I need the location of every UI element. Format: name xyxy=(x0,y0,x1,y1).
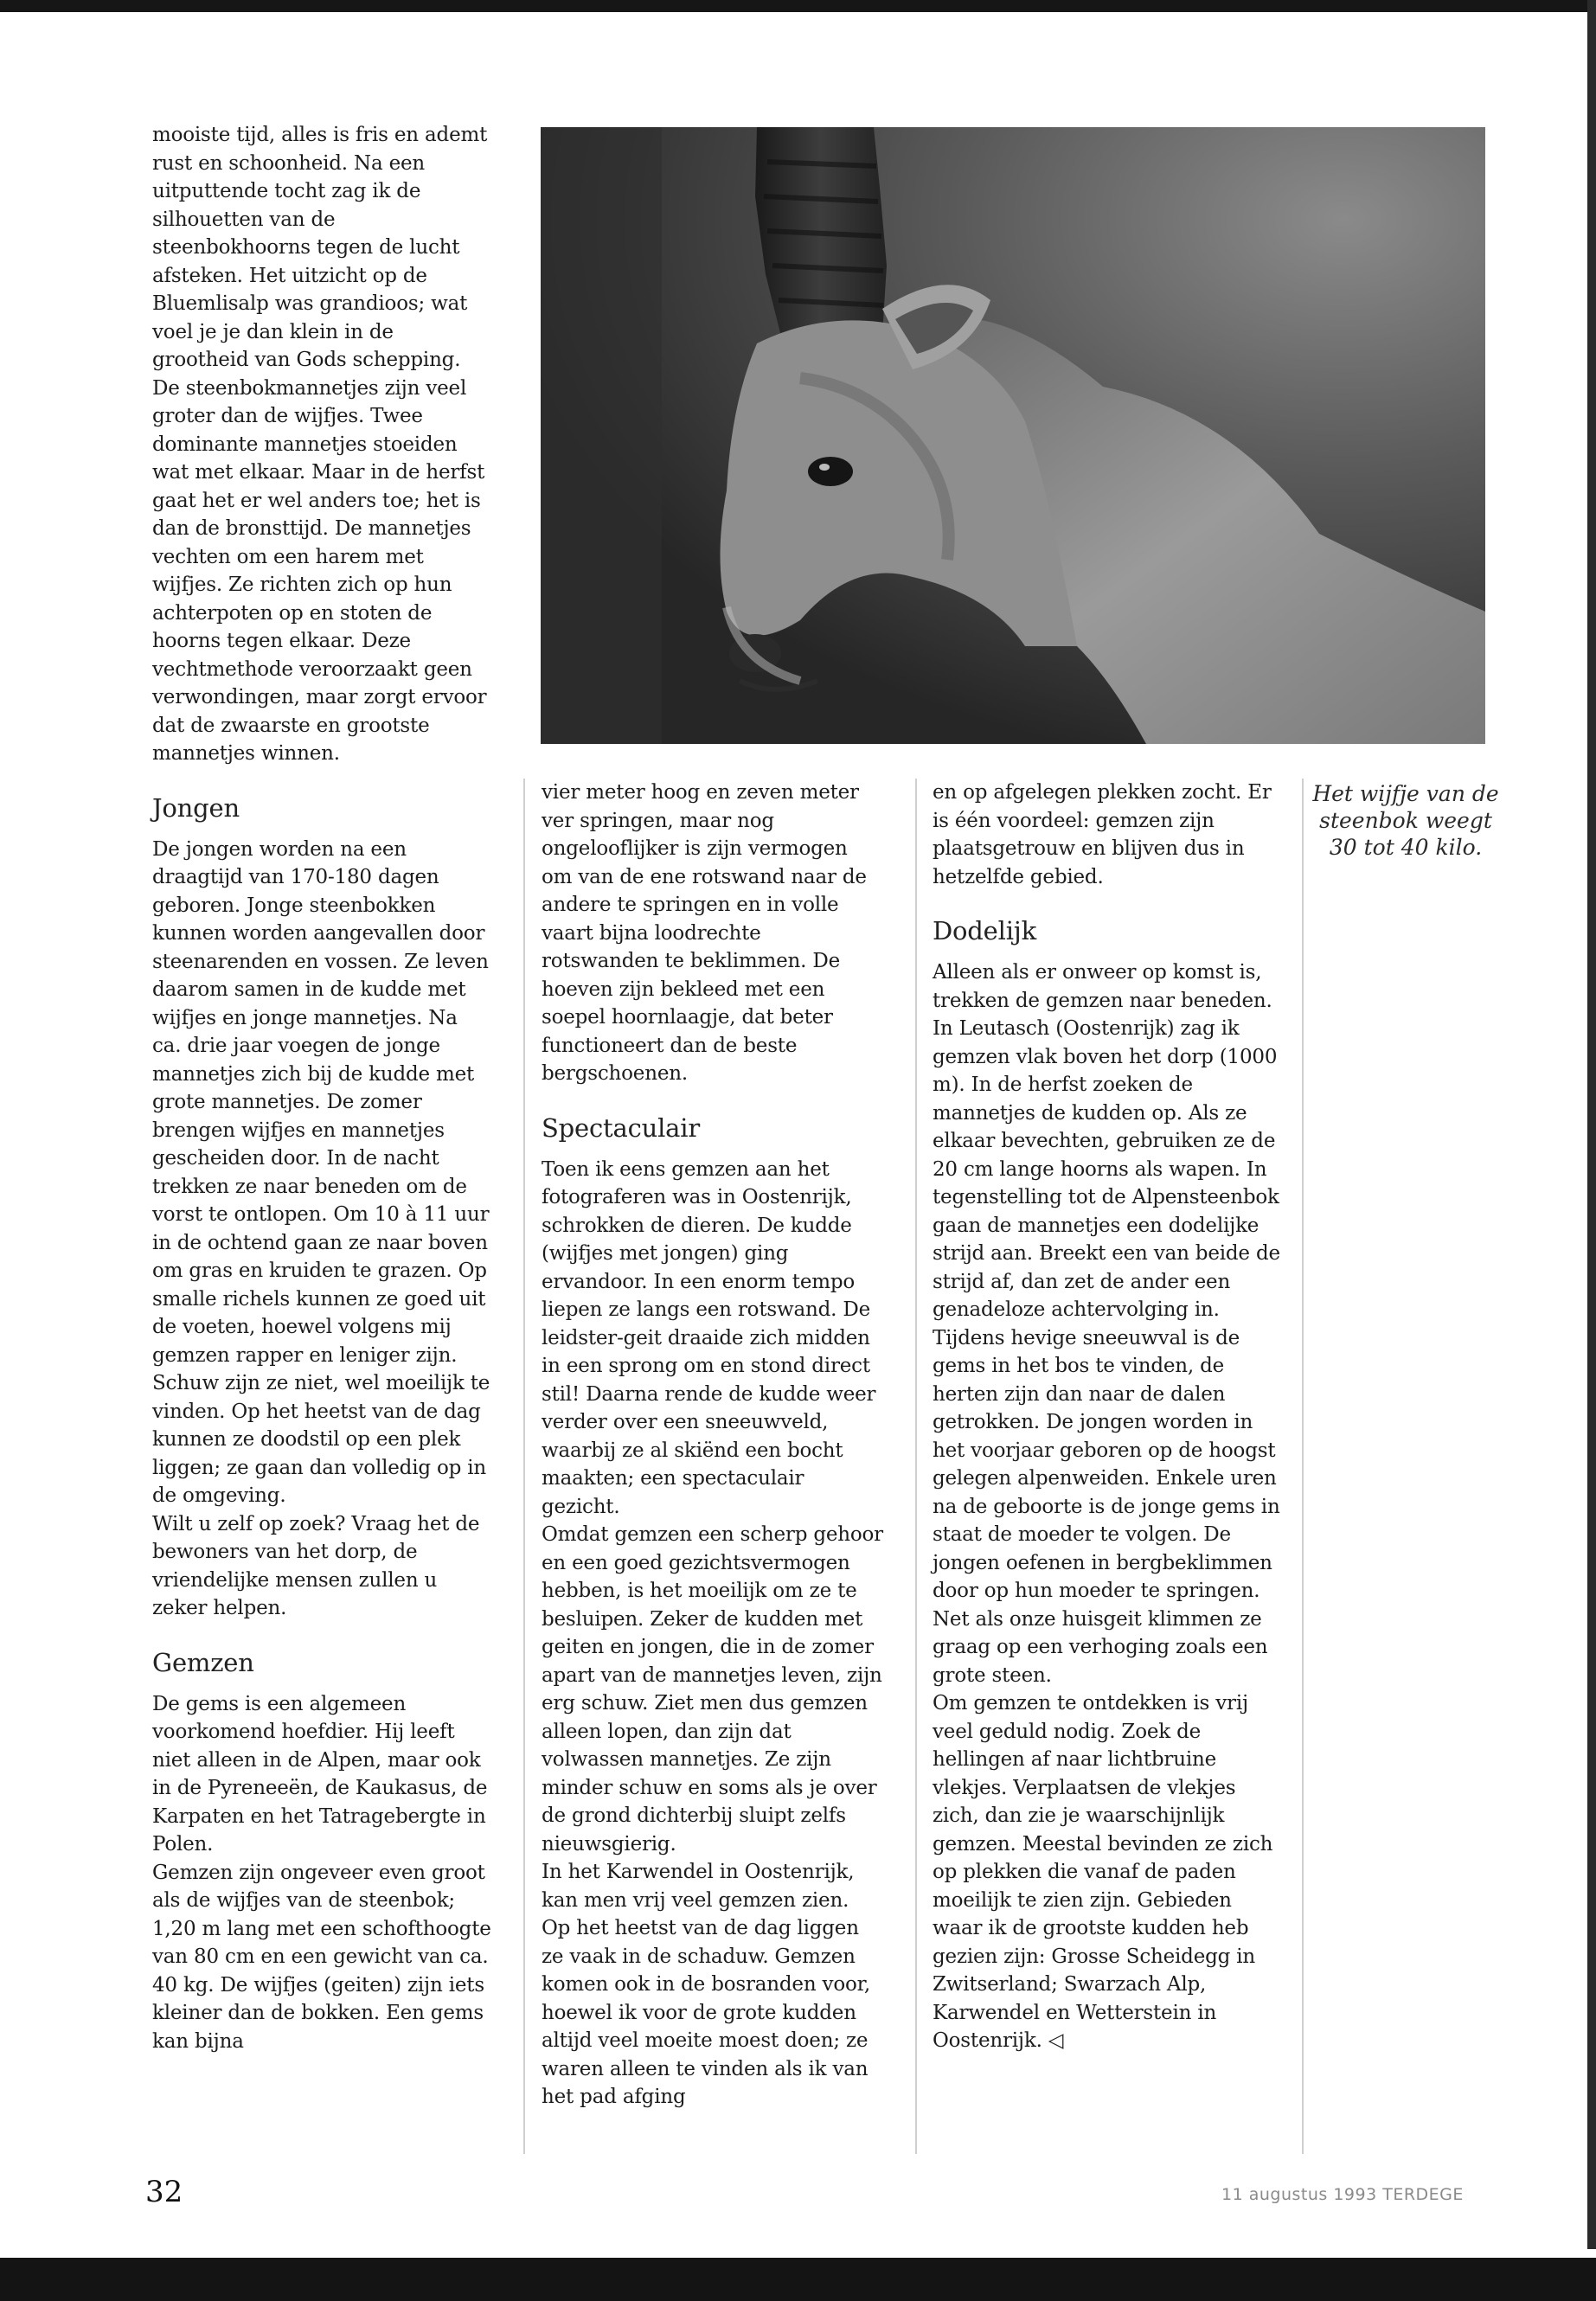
column-divider xyxy=(915,779,917,2154)
paragraph: Tijdens hevige sneeuwval is de gems in het bos te vinden, de herten zijn dan naar de dalen getrokken. De jongen worden in het voorjaar geboren op de hoogst gelegen alpenweiden. Enkele uren na de geboorte is de jonge gems in staat de moeder te volgen. De jongen oefenen in bergbeklimmen door op hun moeder te springen. Net als onze huisgeit klimmen ze graag op een verhoging zoals een grote steen. xyxy=(933,1326,1280,1687)
paragraph: Omdat gemzen een scherp gehoor en een goed gezichtsvermogen hebben, is het moeilijk om ze te besluipen. Zeker de kudden met geiten en jongen, die in de zomer apart van de mannetjes leven, zijn erg schuw. Ziet men dus gemzen alleen lopen, dan zijn dat volwassen mannetjes. Ze zijn minder schuw en soms als je over de grond dichterbij sluipt zelfs nieuwsgierig. xyxy=(542,1523,883,1856)
paragraph: Alleen als er onweer op komst is, trekken de gemzen naar beneden. In Leutasch (Oostenrijk) zag ik gemzen vlak boven het dorp (1000 m). In de herfst zoeken de mannetjes de kudden op. Als ze elkaar bevechten, gebruiken ze de 20 cm lange hoorns als wapen. In tegenstelling tot de Alpensteenbok gaan de mannetjes een dodelijke strijd aan. Breekt een van beide de strijd af, dan zet de ander een genadeloze achtervolging in. xyxy=(933,961,1280,1321)
section-heading-jongen: Jongen xyxy=(152,792,240,823)
paragraph: Toen ik eens gemzen aan het fotograferen was in Oostenrijk, schrokken de dieren. De kudde (wijfjes met jongen) ging ervandoor. In een enorm tempo liepen ze langs een rotswand. De leidster-geit draaide zich midden in een sprong om en stond direct stil! Daarna rende de kudde weer verder over een sneeuwveld, waarbij ze al skiënd een bocht maakten; een spectaculair gezicht. xyxy=(542,1157,876,1518)
scan-border-right xyxy=(1587,0,1596,2249)
column-divider xyxy=(1302,779,1304,2154)
paragraph: Wilt u zelf op zoek? Vraag het de bewoners van het dorp, de vriendelijke mensen zullen u zeker helpen. xyxy=(152,1512,480,1619)
section-heading-gemzen: Gemzen xyxy=(152,1647,254,1677)
paragraph: mooiste tijd, alles is fris en ademt rust en schoonheid. Na een uitputtende tocht zag ik de silhouetten van de steenbokhoorns tegen de lucht afsteken. Het uitzicht op de Bluemlisalp was grandioos; wat voel je je dan klein in de grootheid van Gods schepping. xyxy=(152,124,488,371)
paragraph: Gemzen zijn ongeveer even groot als de wijfjes van de steenbok; 1,20 m lang met een schofthoogte van 80 cm en een gewicht van ca. 40 kg. De wijfjes (geiten) zijn iets kleiner dan de bokken. Een gems kan bijna xyxy=(152,1861,491,2053)
paragraph: De steenbokmannetjes zijn veel groter dan de wijfjes. Twee dominante mannetjes stoeiden wat met elkaar. Maar in de herfst gaat het er wel anders toe; het is dan de bronsttijd. De mannetjes vechten om een harem met wijfjes. Ze richten zich op hun achterpoten op en stoten de hoorns tegen elkaar. Deze vechtmethode veroorzaakt geen verwondingen, maar zorgt ervoor dat de zwaarste en grootste mannetjes winnen. xyxy=(152,376,487,765)
paragraph: In het Karwendel in Oostenrijk, kan men vrij veel gemzen zien. Op het heetst van de dag liggen ze vaak in de schaduw. Gemzen komen ook in de bosranden voor, hoewel ik voor de grote kudden altijd veel moeite moest doen; ze waren alleen te vinden als ik van het pad afging xyxy=(542,1861,871,2108)
ibex-photo xyxy=(541,127,1485,744)
scan-border-bottom xyxy=(0,2258,1596,2301)
section-heading-spectaculair: Spectaculair xyxy=(542,1112,700,1143)
paragraph: en op afgelegen plekken zocht. Er is één voordeel: gemzen zijn plaatsgetrouw en blijven dus in hetzelfde gebied. xyxy=(933,781,1272,888)
paragraph: Om gemzen te ontdekken is vrij veel geduld nodig. Zoek de hellingen af naar lichtbruine vlekjes. Verplaatsen de vlekjes zich, dan zie je waarschijnlijk gemzen. Meestal bevinden ze zich op plekken die vanaf de paden moeilijk te zien zijn. Gebieden waar ik de grootste kudden heb gezien zijn: Grosse Scheidegg in Zwitserland; Swarzach Alp, Karwendel en Wetterstein in Oostenrijk. ◁ xyxy=(933,1692,1273,2052)
paragraph: De gems is een algemeen voorkomend hoefdier. Hij leeft niet alleen in de Alpen, maar ook in de Pyreneeën, de Kaukasus, de Karpaten en het Tatragebergte in Polen. xyxy=(152,1692,488,1856)
paragraph: vier meter hoog en zeven meter ver springen, maar nog ongelooflijker is zijn vermogen om van de ene rotswand naar de andere te springen en in volle vaart bijna loodrechte rotswanden te beklimmen. De hoeven zijn bekleed met een soepel hoornlaagje, dat beter functioneert dan de beste bergschoenen. xyxy=(542,781,867,1085)
text-column-3 xyxy=(933,779,1287,2055)
column-divider xyxy=(523,779,525,2154)
paragraph: De jongen worden na een draagtijd van 170-180 dagen geboren. Jonge steenbokken kunnen worden aangevallen door steenarenden en vossen. Ze leven daarom samen in de kudde met wijfjes en jonge mannetjes. Na ca. drie jaar voegen de jonge mannetjes zich bij de kudde met grote mannetjes. De zomer brengen wijfjes en mannetjes gescheiden door. In de nacht trekken ze naar beneden om de vorst te ontlopen. Om 10 à 11 uur in de ochtend gaan ze naar boven om gras en kruiden te grazen. Op smalle richels kunnen ze goed uit de voeten, hoewel volgens mij gemzen rapper en leniger zijn. xyxy=(152,837,490,1367)
scan-border-top xyxy=(0,0,1596,12)
text-column-1 xyxy=(152,121,491,2055)
section-heading-dodelijk: Dodelijk xyxy=(933,916,1036,945)
footer-issue-date: 11 augustus 1993 TERDEGE xyxy=(1221,2185,1464,2204)
ibex-head-icon xyxy=(541,127,1485,744)
paragraph: Schuw zijn ze niet, wel moeilijk te vinden. Op het heetst van de dag kunnen ze doodstil op een plek liggen; ze gaan dan volledig op in de omgeving. xyxy=(152,1372,490,1507)
text-column-2 xyxy=(542,779,883,2112)
photo-caption: Het wijfje van de steenbok weegt 30 tot 40 kilo. xyxy=(1312,781,1499,860)
page-number: 32 xyxy=(145,2175,183,2209)
